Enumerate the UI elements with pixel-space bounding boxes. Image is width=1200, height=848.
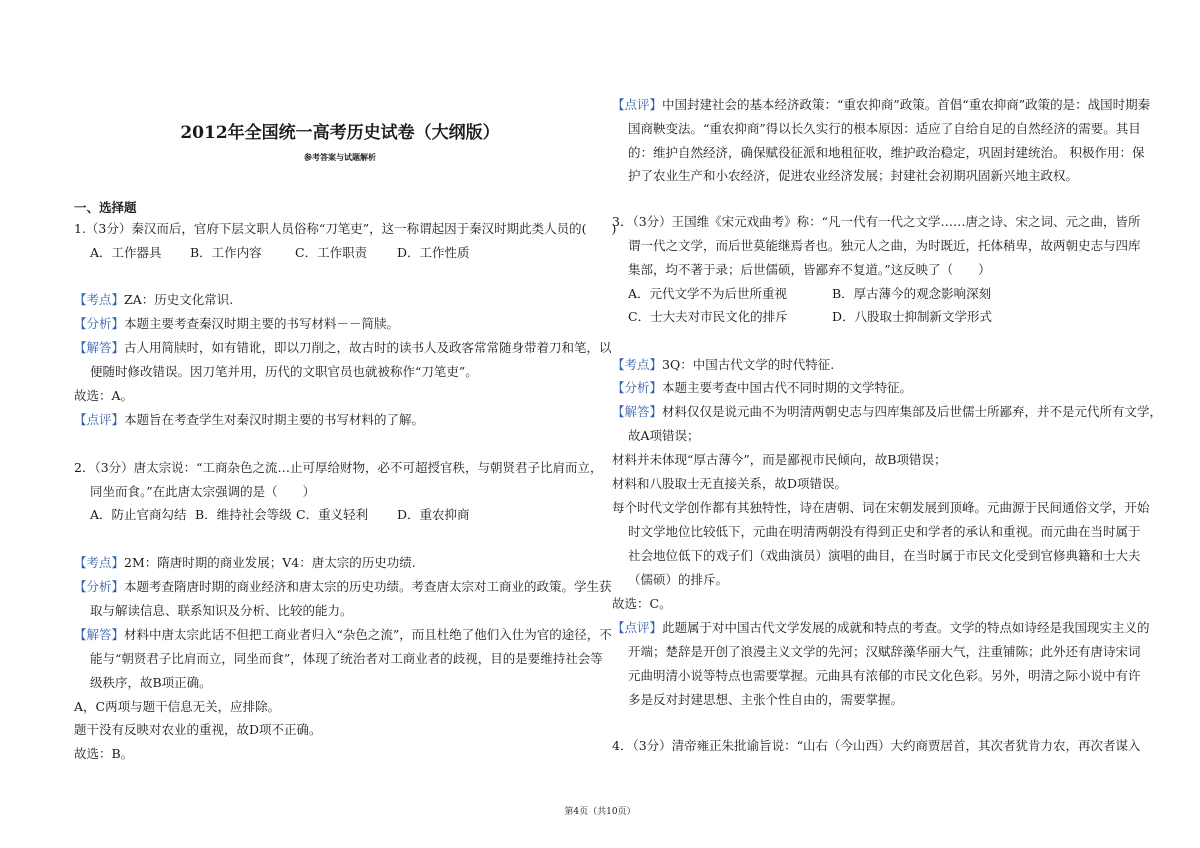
question-2-stem: 2．（3分）唐太宗说：“工商杂色之流…止可厚给财物，必不可超授官秩，与朝贤君子比肩而立， [74,460,603,475]
q3-dianping-cont-2: 元曲明清小说等特点也需要掌握。元曲具有浓郁的市民文化色彩。另外，明清之际小说中有许 [628,668,1141,683]
fenxi-tag: 【分析】 [74,316,125,331]
q2-option-d: D．重农抑商 [397,507,470,522]
q2-extra-2: 题干没有反映对农业的重视，故D项不正确。 [74,722,322,737]
q3-extra-5: 社会地位低下的戏子们（戏曲演员）演唱的曲目，在当时属于市民文化受到官修典籍和士大夫 [628,548,1141,563]
question-3-stem-cont-1: 谓一代之文学，而后世莫能继焉者也。独元人之曲，为时既近，托体稍卑，故两朝史志与四库 [628,238,1141,253]
page-footer: 第4页（共10页） [564,807,636,817]
q2-jieda-cont-1: 能与“朝贤君子比肩而立，同坐而食”，体现了统治者对工商业者的歧视，目的是要维持社会等 [90,651,603,666]
question-3-stem: 3．（3分）王国维《宋元戏曲考》称：“凡一代有一代之文学……唐之诗、宋之词、元之曲，皆所 [612,214,1141,229]
q2-option-c: C．重义轻利 [296,507,369,522]
q1-answer: 故选：A。 [74,388,134,403]
q2-fenxi-cont: 取与解读信息、联系知识及分析、比较的能力。 [90,603,353,618]
q2-fenxi: 【分析】本题考查隋唐时期的商业经济和唐太宗的历史功绩。考查唐太宗对工商业的政策。学生获 [74,579,612,594]
q3-kaodian: 【考点】3Q：中国古代文学的时代特征. [612,357,835,372]
dianping-tag: 【点评】 [74,412,125,427]
page-title: 2012年全国统一高考历史试卷（大纲版） [180,123,500,143]
page-subtitle: 参考答案与试题解析 [304,152,376,162]
q1-option-a: A．工作器具 [90,245,162,260]
question-3-stem-cont-2: 集部，均不著于录；后世儒硕，皆鄙弃不复道。”这反映了（ ） [628,262,991,277]
q2-kaodian: 【考点】2M：隋唐时期的商业发展；V4：唐太宗的历史功绩. [74,555,416,570]
q3-dianping: 【点评】此题属于对中国古代文学发展的成就和特点的考查。文学的特点如诗经是我国现实主义的 [612,620,1150,635]
q3-option-b: B．厚古薄今的观念影响深刻 [832,286,992,301]
kaodian-tag: 【考点】 [74,292,125,307]
q3-option-a: A．元代文学不为后世所重视 [628,286,788,301]
q3-extra-1: 材料并未体现“厚古薄今”，而是鄙视市民倾向，故B项错误； [612,452,947,467]
q3-jieda-cont: 故A项错误； [628,428,700,443]
q1-fenxi: 【分析】本题主要考查秦汉时期主要的书写材料－－简牍。 [74,316,400,331]
q2-option-a: A．防止官商勾结 [90,507,187,522]
jieda-tag: 【解答】 [74,340,125,355]
q2-option-b: B．维持社会等级 [195,507,292,522]
q1-option-d: D．工作性质 [397,245,470,260]
q3-option-c: C．士大夫对市民文化的排斥 [628,309,788,324]
q1-dianping: 【点评】本题旨在考查学生对秦汉时期主要的书写材料的了解。 [74,412,425,427]
q3-dianping-cont-3: 多是反对封建思想、主张个性自由的，需要掌握。 [628,692,904,707]
section-heading: 一、选择题 [74,200,137,215]
q3-fenxi: 【分析】本题主要考查中国古代不同时期的文学特征。 [612,380,913,395]
q1-option-c: C．工作职责 [295,245,368,260]
q2-extra-1: A，C两项与题干信息无关，应排除。 [74,699,281,714]
q1-jieda: 【解答】古人用简牍时，如有错讹，即以刀削之，故古时的读书人及政客常常随身带着刀和笔，以 [74,340,612,355]
q3-extra-4: 时文学地位比较低下，元曲在明清两朝没有得到正史和学者的承认和重视。而元曲在当时属于 [628,524,1141,539]
q3-extra-2: 材料和八股取士无直接关系，故D项错误。 [612,476,848,491]
q3-answer: 故选：C。 [612,596,672,611]
q2-answer: 故选：B。 [74,746,134,761]
question-1-stem: 1.（3分）秦汉而后，官府下层文职人员俗称“刀笔吏”，这一称谓起因于秦汉时期此类人员的( ) [74,221,617,236]
question-2-stem-cont: 同坐而食。”在此唐太宗强调的是（ ） [90,484,316,499]
q2-dianping-cont-1: 国商鞅变法。“重农抑商”得以长久实行的根本原因：适应了自给自足的自然经济的需要。其目 [628,121,1141,136]
q2-dianping: 【点评】中国封建社会的基本经济政策：“重农抑商”政策。首倡“重农抑商”政策的是：战国时期秦 [612,97,1151,112]
q1-jieda-cont: 便随时修改错误。因刀笔并用，历代的文职官员也就被称作“刀笔吏”。 [90,364,478,379]
q2-dianping-cont-2: 的：维护自然经济，确保赋役征派和地租征收，维护政治稳定，巩固封建统治。 积极作用：保 [628,145,1145,160]
q2-jieda: 【解答】材料中唐太宗此话不但把工商业者归入“杂色之流”，而且杜绝了他们入仕为官的途径，不 [74,627,612,642]
q1-option-b: B．工作内容 [190,245,262,260]
q3-jieda: 【解答】材料仅仅是说元曲不为明清两朝史志与四库集部及后世儒士所鄙弃，并不是元代所有文学， [612,404,1163,419]
q2-dianping-cont-3: 护了农业生产和小农经济，促进农业经济发展；封建社会初期巩固新兴地主政权。 [628,168,1079,183]
q3-option-d: D．八股取士抑制新文学形式 [832,309,993,324]
q3-dianping-cont-1: 开端；楚辞是开创了浪漫主义文学的先河；汉赋辞藻华丽大气，注重铺陈；此外还有唐诗宋词 [628,644,1141,659]
q3-extra-6: （儒硕）的排斥。 [628,572,729,587]
q3-extra-3: 每个时代文学创作都有其独特性，诗在唐朝、词在宋朝发展到顶峰。元曲源于民间通俗文学，开始 [612,500,1150,515]
q1-kaodian: 【考点】ZA：历史文化常识. [74,292,234,307]
question-4-stem: 4．（3分）清帝雍正朱批谕旨说：“山右（今山西）大约商贾居首，其次者犹肯力农，再次者谋入 [612,738,1141,753]
q2-jieda-cont-2: 级秩序，故B项正确。 [90,675,212,690]
